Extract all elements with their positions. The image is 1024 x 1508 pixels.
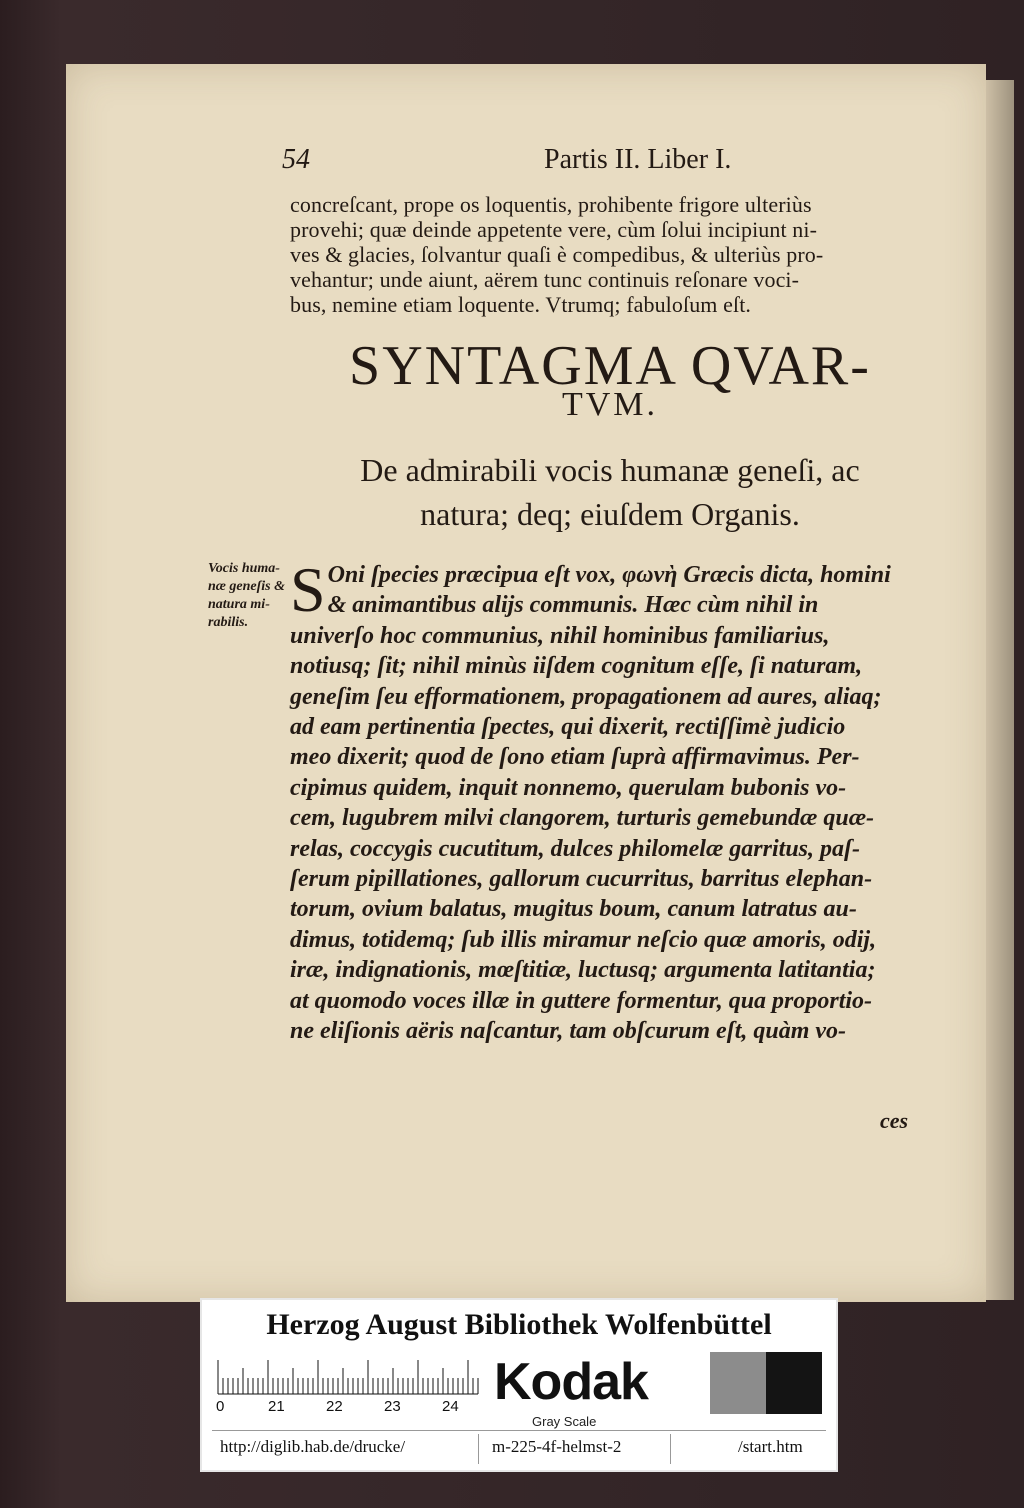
library-name: Herzog August Bibliothek Wolfenbüttel	[266, 1308, 772, 1341]
gray-patch-dark	[766, 1352, 822, 1414]
text-line: geneſim ſeu efformationem, propagationem ad aures, aliaq;	[290, 683, 882, 710]
section-title-line-2: TVM.	[561, 386, 659, 423]
gray-scale-label: Gray Scale	[532, 1414, 597, 1429]
ruler-ticks	[216, 1358, 480, 1398]
kodak-logo: Kodak	[494, 1353, 648, 1411]
text-line: provehi; quæ deinde appetente vere, cùm ſolui incipiunt ni-	[290, 217, 818, 242]
text-line: cipimus quidem, inquit nonnemo, querulam bubonis vo-	[290, 774, 847, 801]
ruler-label: 23	[384, 1398, 401, 1415]
margin-note	[208, 560, 292, 632]
ruler-label: 0	[216, 1398, 225, 1415]
running-head: Partis II. Liber I.	[544, 144, 732, 175]
page-header	[282, 144, 882, 184]
ruler-label: 24	[442, 1398, 459, 1415]
text-line: iræ, indignationis, mœſtitiæ, luctusq; argumenta latitantia;	[290, 957, 876, 984]
text-line: Oni ſpecies præcipua eſt vox, φωνὴ Græcis dicta, homini	[327, 562, 891, 588]
text-line: concreſcant, prope os loquentis, prohibente frigore ulteriùs	[290, 192, 812, 217]
margin-note-line: rabilis.	[208, 615, 249, 630]
calibration-card	[200, 1298, 838, 1472]
subtitle-line-2: natura; deq; eiuſdem Organis.	[420, 496, 800, 532]
text-line: ad eam pertinentia ſpectes, qui dixerit, rectiſſimè judicio	[290, 714, 846, 741]
page-number: 54	[282, 144, 310, 175]
section-subtitle	[270, 448, 950, 536]
text-line: ſerum pipillationes, gallorum cucurritus, barritus elephan-	[290, 866, 873, 893]
main-paragraph	[290, 554, 930, 1047]
drop-cap: S	[290, 554, 326, 625]
gray-patch-light	[710, 1352, 766, 1414]
card-url-part-2: m-225-4f-helmst-2	[492, 1437, 622, 1456]
ruler-label: 22	[326, 1398, 343, 1415]
text-line: ne eliſionis aëris naſcantur, tam obſcurum eſt, quàm vo-	[290, 1018, 847, 1045]
margin-note-line: natura mi-	[208, 597, 270, 612]
text-line: & animantibus alijs communis. Hæc cùm nihil in	[327, 592, 819, 619]
text-line: torum, ovium balatus, mugitus boum, canum latratus au-	[290, 896, 857, 923]
margin-note-line: næ geneſis &	[208, 579, 285, 594]
text-line: meo dixerit; quod de ſono etiam ſuprà affirmavimus. Per-	[290, 744, 860, 771]
ruler	[216, 1358, 480, 1414]
subtitle-line-1: De admirabili vocis humanæ geneſi, ac	[360, 452, 860, 488]
text-line: cem, lugubrem milvi clangorem, turturis gemebundæ quæ-	[290, 805, 875, 832]
catchword: ces	[880, 1108, 909, 1133]
margin-note-line: Vocis huma-	[208, 561, 280, 576]
text-line: dimus, totidemq; ſub illis miramur neſcio quæ amoris, odij,	[290, 926, 877, 953]
text-line: relas, coccygis cucutitum, dulces philomelæ garritus, paſ-	[290, 835, 860, 862]
ruler-label: 21	[268, 1398, 285, 1415]
card-separator	[670, 1434, 671, 1464]
card-separator	[478, 1434, 479, 1464]
intro-paragraph	[290, 192, 930, 317]
next-page-edge	[986, 80, 1014, 1300]
card-url-part-1: http://diglib.hab.de/drucke/	[220, 1437, 406, 1456]
text-line: bus, nemine etiam loquente. Vtrumq; fabuloſum eſt.	[290, 292, 752, 317]
text-line: vehantur; unde aiunt, aërem tunc continuis reſonare voci-	[290, 267, 800, 292]
text-line: at quomodo voces illæ in guttere formentur, qua proportio-	[290, 987, 873, 1014]
section-title	[270, 335, 950, 423]
card-url-part-3: /start.htm	[738, 1437, 803, 1456]
text-line: notiusq; ſit; nihil minùs iiſdem cognitum eſſe, ſi naturam,	[290, 653, 863, 680]
text-line: univerſo hoc communius, nihil hominibus familiarius,	[290, 622, 830, 649]
section-title-line-1: SYNTAGMA QVAR-	[349, 335, 871, 397]
text-line: ves & glacies, ſolvantur quaſi è compedibus, & ulteriùs pro-	[290, 242, 824, 267]
